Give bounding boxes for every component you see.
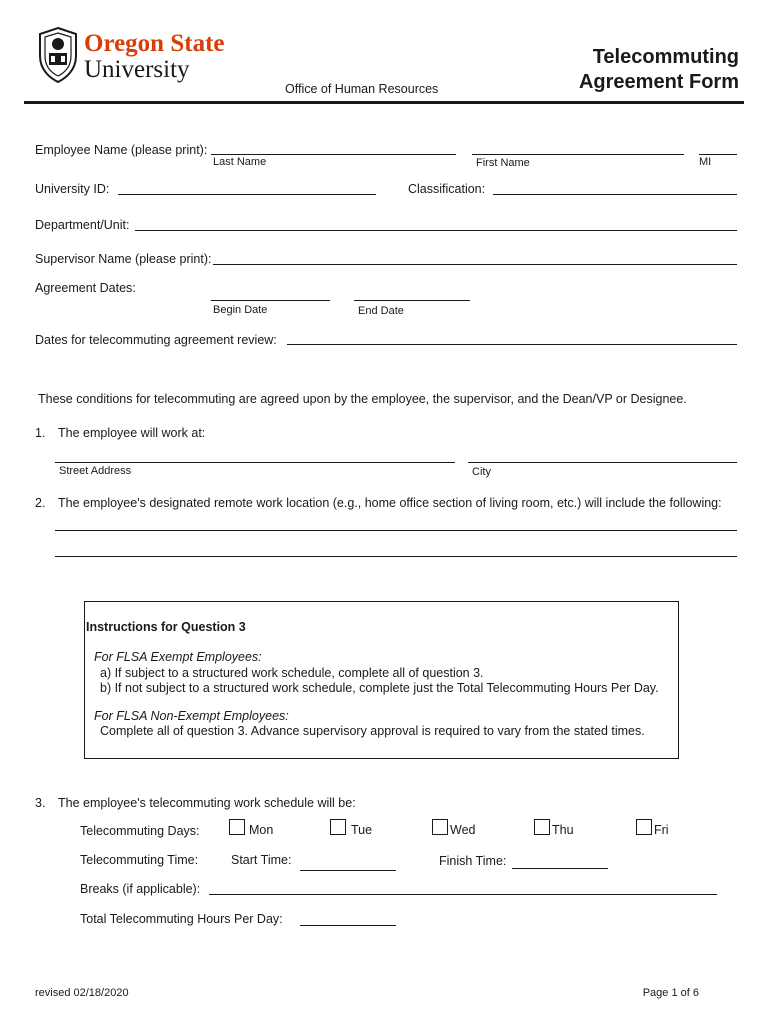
telecommuting-time-label: Telecommuting Time:: [80, 853, 199, 867]
instructions-title: Instructions for Question 3: [86, 620, 246, 634]
q3-text: The employee's telecommuting work schedule will be:: [58, 796, 356, 810]
checkbox-tue[interactable]: [330, 819, 346, 835]
finish-time-input[interactable]: [512, 854, 608, 869]
end-date-caption: End Date: [358, 305, 404, 317]
page-number: Page 1 of 6: [642, 987, 699, 999]
mi-caption: MI: [699, 156, 712, 168]
conditions-intro: These conditions for telecommuting are agreed upon by the employee, the supervisor, and the Dean/VP or Designee.: [38, 392, 687, 406]
remote-location-input-1[interactable]: [55, 516, 737, 531]
checkbox-thu[interactable]: [534, 819, 550, 835]
header-divider: [24, 101, 744, 104]
breaks-input[interactable]: [209, 880, 717, 895]
city-caption: City: [472, 466, 491, 478]
city-input[interactable]: [468, 448, 737, 463]
last-name-caption: Last Name: [213, 156, 267, 168]
university-id-input[interactable]: [118, 180, 376, 195]
q2-number: 2.: [35, 496, 46, 510]
last-name-input[interactable]: [211, 140, 456, 155]
exempt-item-a: a) If subject to a structured work schedule, complete all of question 3.: [100, 666, 484, 680]
supervisor-label: Supervisor Name (please print):: [35, 252, 212, 266]
classification-input[interactable]: [493, 180, 737, 195]
begin-date-caption: Begin Date: [213, 304, 268, 316]
day-label-fri: Fri: [654, 823, 669, 837]
q3-number: 3.: [35, 796, 46, 810]
exempt-item-b: b) If not subject to a structured work schedule, complete just the Total Telecommuting Hours Per Day.: [100, 681, 659, 695]
revised-date: revised 02/18/2020: [35, 987, 129, 999]
street-address-input[interactable]: [55, 448, 455, 463]
department-input[interactable]: [135, 216, 737, 231]
form-title: [579, 45, 739, 95]
beaver-seal-icon: [36, 26, 80, 84]
telecommuting-days-label: Telecommuting Days:: [80, 824, 200, 838]
day-label-wed: Wed: [450, 823, 476, 837]
logo-text-university: University: [84, 56, 190, 83]
q2-text: The employee's designated remote work location (e.g., home office section of living room, etc.) will include the following:: [58, 496, 722, 510]
agreement-dates-label: Agreement Dates:: [35, 281, 136, 295]
street-address-caption: Street Address: [59, 465, 132, 477]
classification-label: Classification:: [408, 182, 486, 196]
total-hours-label: Total Telecommuting Hours Per Day:: [80, 912, 283, 926]
exempt-heading: For FLSA Exempt Employees:: [94, 650, 262, 664]
form-title-line2: Agreement Form: [578, 71, 739, 93]
employee-name-label: Employee Name (please print):: [35, 143, 208, 157]
breaks-label: Breaks (if applicable):: [80, 882, 201, 896]
nonexempt-heading: For FLSA Non-Exempt Employees:: [94, 709, 289, 723]
form-title-line1: Telecommuting: [592, 46, 739, 68]
review-dates-input[interactable]: [287, 330, 737, 345]
university-id-label: University ID:: [35, 182, 110, 196]
first-name-caption: First Name: [476, 157, 530, 169]
review-dates-label: Dates for telecommuting agreement review:: [35, 333, 277, 347]
first-name-input[interactable]: [472, 140, 684, 155]
start-time-input[interactable]: [300, 856, 396, 871]
department-label: Department/Unit:: [35, 218, 130, 232]
checkbox-mon[interactable]: [229, 819, 245, 835]
checkbox-wed[interactable]: [432, 819, 448, 835]
supervisor-input[interactable]: [213, 250, 737, 265]
finish-time-label: Finish Time:: [439, 854, 507, 868]
day-label-thu: Thu: [552, 823, 574, 837]
office-name: Office of Human Resources: [285, 82, 439, 96]
total-hours-input[interactable]: [300, 911, 396, 926]
start-time-label: Start Time:: [231, 853, 292, 867]
day-label-mon: Mon: [249, 823, 274, 837]
begin-date-input[interactable]: [211, 286, 330, 301]
checkbox-fri[interactable]: [636, 819, 652, 835]
remote-location-input-2[interactable]: [55, 542, 737, 557]
nonexempt-text: Complete all of question 3. Advance supervisory approval is required to vary from the stated times.: [100, 724, 645, 738]
day-label-tue: Tue: [351, 823, 373, 837]
q1-text: The employee will work at:: [58, 426, 206, 440]
end-date-input[interactable]: [354, 286, 470, 301]
mi-input[interactable]: [699, 140, 737, 155]
logo-text-oregon-state: Oregon State: [84, 30, 225, 57]
q1-number: 1.: [35, 426, 46, 440]
osu-logo: [36, 26, 226, 86]
